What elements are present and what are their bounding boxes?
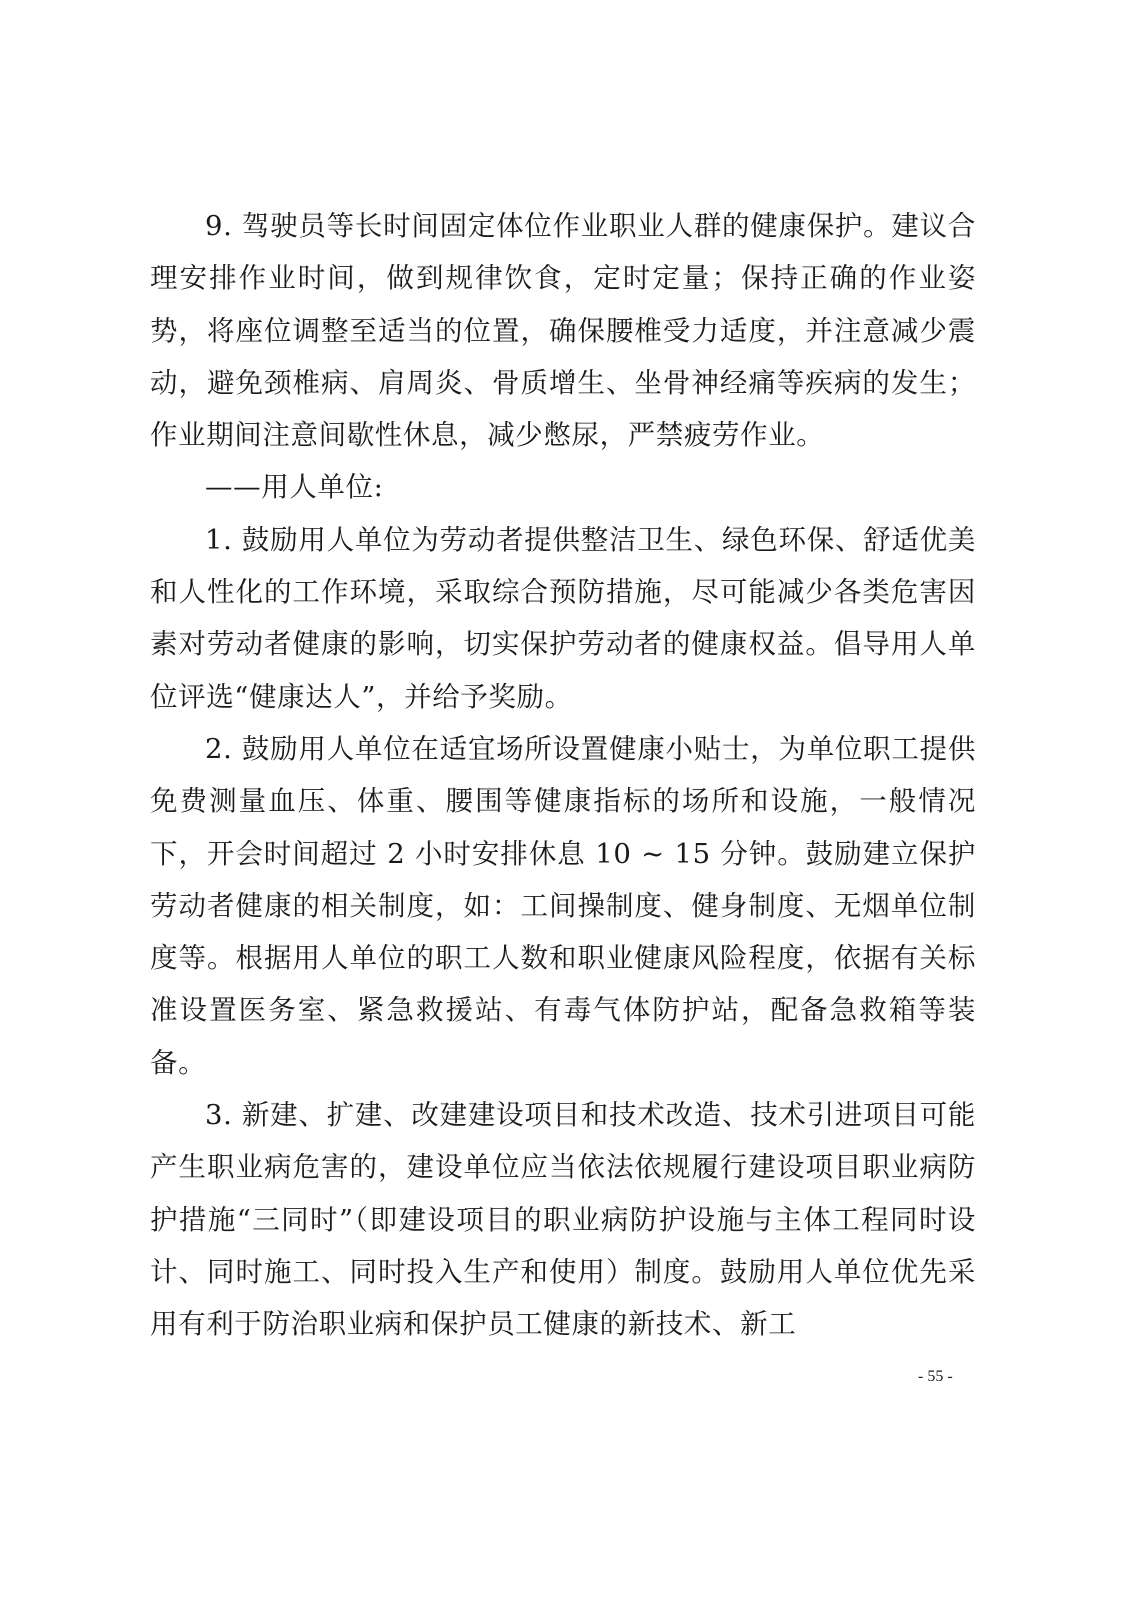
page-number: - 55 - xyxy=(918,1368,953,1385)
body-text xyxy=(150,200,976,1351)
section-heading-employers: ——用人单位: xyxy=(205,471,384,504)
paragraph-health-facilities: 2. 鼓励用人单位在适宜场所设置健康小贴士，为单位职工提供免费测量血压、体重、腰围等健康指标的场所和设施，一般情况下，开会时间超过 2 小时安排休息 10 ~ 15 分钟。鼓励建立保护劳动者健康的相关制度，如：工间操制度、健身制度、无烟单位制度等。根据用人单位的职工人数和职业健康风险程度，依据有关标准设置医务室、紧急救援站、有毒气体防护站，配备急救箱等装备。 xyxy=(150,732,976,1079)
paragraph-work-environment: 1. 鼓励用人单位为劳动者提供整洁卫生、绿色环保、舒适优美和人性化的工作环境，采取综合预防措施，尽可能减少各类危害因素对劳动者健康的影响，切实保护劳动者的健康权益。倡导用人单位评选“健康达人”，并给予奖励。 xyxy=(150,523,976,713)
paragraph-driver-health: 9. 驾驶员等长时间固定体位作业职业人群的健康保护。建议合理安排作业时间，做到规律饮食，定时定量；保持正确的作业姿势，将座位调整至适当的位置，确保腰椎受力适度，并注意减少震动，避免颈椎病、肩周炎、骨质增生、坐骨神经痛等疾病的发生；作业期间注意间歇性休息，减少憋尿，严禁疲劳作业。 xyxy=(150,210,976,452)
paragraph-three-simultaneous: 3. 新建、扩建、改建建设项目和技术改造、技术引进项目可能产生职业病危害的，建设单位应当依法依规履行建设项目职业病防护措施“三同时”（即建设项目的职业病防护设施与主体工程同时设计、同时施工、同时投入生产和使用）制度。鼓励用人单位优先采用有利于防治职业病和保护员工健康的新技术、新工 xyxy=(150,1099,976,1341)
